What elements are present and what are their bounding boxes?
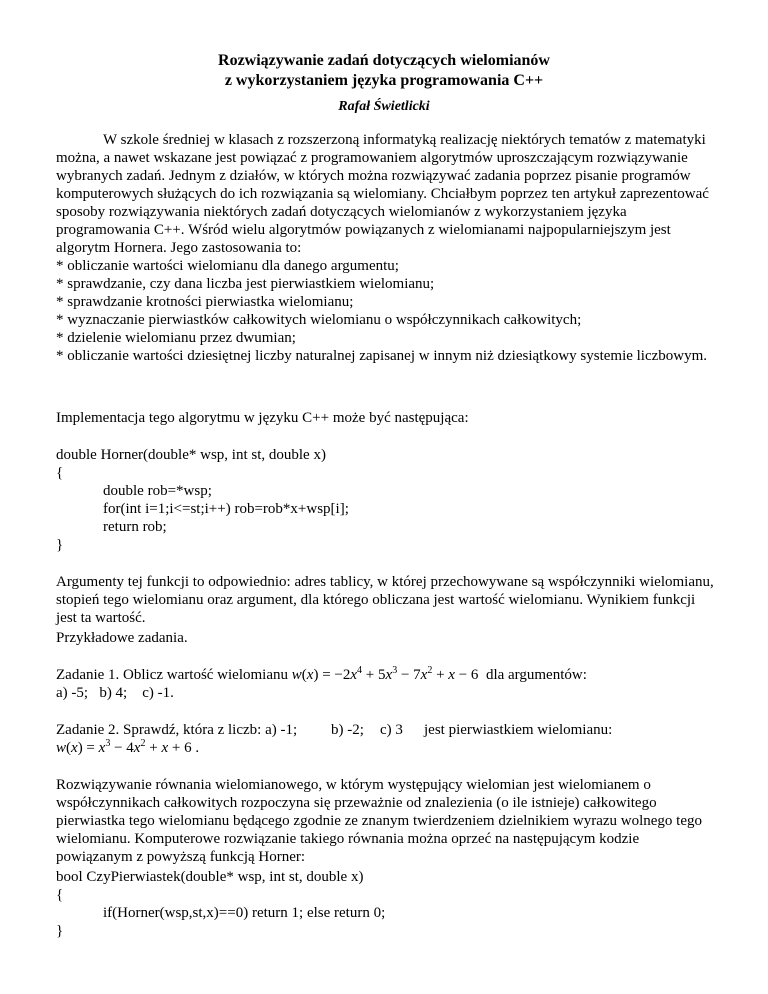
- task1-options: a) -5; b) 4; c) -1.: [56, 685, 174, 701]
- code2-line: if(Horner(wsp,st,x)==0) return 1; else return 0;: [103, 905, 386, 921]
- use-item: * wyznaczanie pierwiastków całkowitych wielomianu o współczynnikach całkowitych;: [56, 312, 582, 328]
- code2-line: }: [56, 923, 64, 939]
- implementation-intro: Implementacja tego algorytmu w języku C++ może być następująca:: [56, 410, 469, 426]
- intro-paragraph: [56, 131, 716, 365]
- code1-line: }: [56, 537, 64, 553]
- title-line-1: Rozwiązywanie zadań dotyczących wielomianów: [218, 52, 550, 69]
- use-item: * sprawdzanie krotności pierwiastka wielomianu;: [56, 294, 354, 310]
- use-item: * sprawdzanie, czy dana liczba jest pierwiastkiem wielomianu;: [56, 276, 435, 292]
- title-line-2: z wykorzystaniem języka programowania C++: [224, 72, 544, 89]
- task2-prefix: Zadanie 2. Sprawdź, która z liczb: a) -1;: [56, 722, 298, 738]
- task1-statement: Zadanie 1. Oblicz wartość wielomianu $w(x) = -2x^4 + 5x^3 - 7x^2 + x - 6$ dla argumentów:: [56, 665, 587, 683]
- roots-paragraph: [56, 776, 716, 866]
- code1-line: for(int i=1;i<=st;i++) rob=rob*x+wsp[i];: [103, 501, 349, 517]
- use-item: * obliczanie wartości dziesiętnej liczby naturalnej zapisanej w innym niż dziesiątkowy systemie liczbowym.: [56, 348, 708, 364]
- arguments-paragraph: [56, 573, 716, 627]
- task2-option-c: c) 3: [380, 722, 403, 738]
- task1-suffix: dla argumentów:: [485, 667, 587, 683]
- task2-statement: [56, 721, 297, 739]
- use-item: * obliczanie wartości wielomianu dla danego argumentu;: [56, 258, 399, 274]
- code2-line: {: [56, 887, 64, 903]
- code1-line: {: [56, 465, 64, 481]
- code1-line: return rob;: [103, 519, 167, 535]
- task2-formula: $w(x) = x^3 - 4x^2 + x + 6$ .: [56, 738, 200, 756]
- arguments-text: Argumenty tej funkcji to odpowiednio: adres tablicy, w której przechowywane są współczynniki wielomianu, stopień tego wielomianu oraz argument, dla którego obliczana jest wartość wielomianu. Wynikiem funkcji jest ta wartość.: [56, 574, 714, 626]
- intro-text: W szkole średniej w klasach z rozszerzoną informatyką realizację niektórych tematów z matematyki można, a nawet wskazane jest powiązać z programowaniem algorytmów uproszczającym rozwiązywanie wybranych zadań. Jednym z działów, w których można rozwiązywać zadania poprzez pisanie programów komputerowych służących do ich rozwiązania są wielomiany. Chciałbym poprzez ten artykuł zaprezentować sposoby rozwiązywania niektórych zadań dotyczących wielomianów z wykorzystaniem języka programowania C++. Wśród wielu algorytmów powiązanych z wielomianami najpopularniejszym jest algorytm Hornera. Jego zastosowania to:: [56, 132, 709, 256]
- code1-line: double rob=*wsp;: [103, 483, 212, 499]
- code2-line: bool CzyPierwiastek(double* wsp, int st, double x): [56, 869, 364, 885]
- author: Rafał Świetlicki: [338, 99, 430, 114]
- use-item: * dzielenie wielomianu przez dwumian;: [56, 330, 296, 346]
- roots-text: Rozwiązywanie równania wielomianowego, w którym występujący wielomian jest wielomianem o współczynnikach całkowitych rozpoczyna się przeważnie od znalezienia (o ile istnieje) całkowitego pierwiastka tego wielomianu będącego zgodnie ze znanym twierdzeniem dzielnikiem wyrazu wolnego tego wielomianu. Komputerowe rozwiązanie takiego równania można oprzeć na następującym kodzie powiązanym z powyższą funkcją Horner:: [56, 777, 703, 865]
- code1-line: double Horner(double* wsp, int st, double x): [56, 447, 326, 463]
- task1-formula: w: [291, 667, 302, 683]
- task2-option-b: b) -2;: [331, 722, 364, 738]
- task2-suffix: jest pierwiastkiem wielomianu:: [424, 722, 613, 738]
- task1-prefix: Zadanie 1. Oblicz wartość wielomianu: [56, 667, 289, 683]
- examples-heading: Przykładowe zadania.: [56, 630, 188, 646]
